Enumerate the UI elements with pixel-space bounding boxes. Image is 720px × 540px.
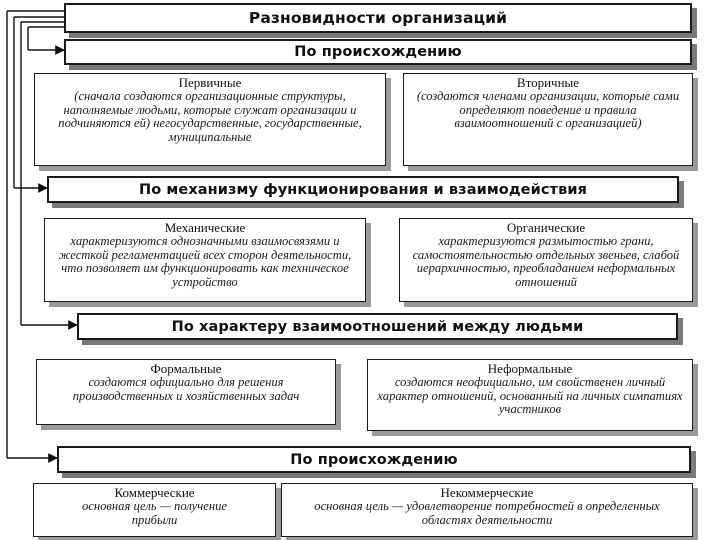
- category-title: Вторичные: [516, 75, 580, 90]
- category-title: Коммерческие: [114, 485, 195, 500]
- section-heading-relations: [77, 313, 678, 340]
- section-heading-commercial: [57, 446, 691, 473]
- category-card-informal: [367, 359, 693, 431]
- main-title-box: [64, 3, 692, 33]
- category-card-organic: [399, 218, 693, 302]
- category-card-commercial: [33, 483, 276, 537]
- category-card-mechanical: [44, 218, 366, 302]
- category-description: основная цель — получение прибыли: [82, 499, 227, 527]
- category-description: создаются официально для решения производственных и хозяйственных задач: [72, 375, 300, 403]
- category-title: Формальные: [150, 361, 222, 376]
- category-description: (создаются членами организации, которые сами определяют поведение и правила взаимоотношений с организацией): [416, 89, 680, 131]
- category-description: характеризуются размытостью грани, самостоятельностью отдельных звеньев, слабой иерархичностью, преобладанием неформальных отношений: [412, 234, 680, 289]
- category-title: Органические: [506, 220, 586, 235]
- category-card-primary: [34, 73, 386, 166]
- category-title: Некоммерческие: [440, 485, 534, 500]
- category-description: основная цель — удовлетворение потребностей в определенных областях деятельности: [314, 499, 660, 527]
- section-heading-label: По механизму функционирования и взаимодействия: [138, 181, 588, 198]
- section-heading-origin: [64, 39, 692, 65]
- category-description: характеризуются однозначными взаимосвязями и жесткой регламентацией всех сторон деятельности, что позволяет им функционировать как техническое устройство: [58, 234, 352, 289]
- section-heading-mechanism: [47, 176, 679, 203]
- category-card-noncommercial: [281, 483, 693, 537]
- category-title: Механические: [164, 220, 246, 235]
- category-card-formal: [36, 359, 336, 425]
- category-description: (сначала создаются организационные структуры, наполняемые людьми, которые служат организации и подчиняются ей) негосударственные, государственные, муниципальные: [58, 89, 362, 144]
- main-title: Разновидности организаций: [248, 9, 508, 27]
- category-description: создаются неофициально, им свойственен личный характер отношений, основанный на личных симпатиях участников: [377, 375, 683, 417]
- section-heading-label: По характеру взаимоотношений между людьми: [171, 318, 584, 335]
- category-title: Неформальные: [487, 361, 573, 376]
- category-card-secondary: [403, 73, 693, 166]
- section-heading-label: По происхождению: [294, 44, 462, 60]
- section-heading-label: По происхождению: [290, 451, 458, 468]
- category-title: Первичные: [178, 75, 242, 90]
